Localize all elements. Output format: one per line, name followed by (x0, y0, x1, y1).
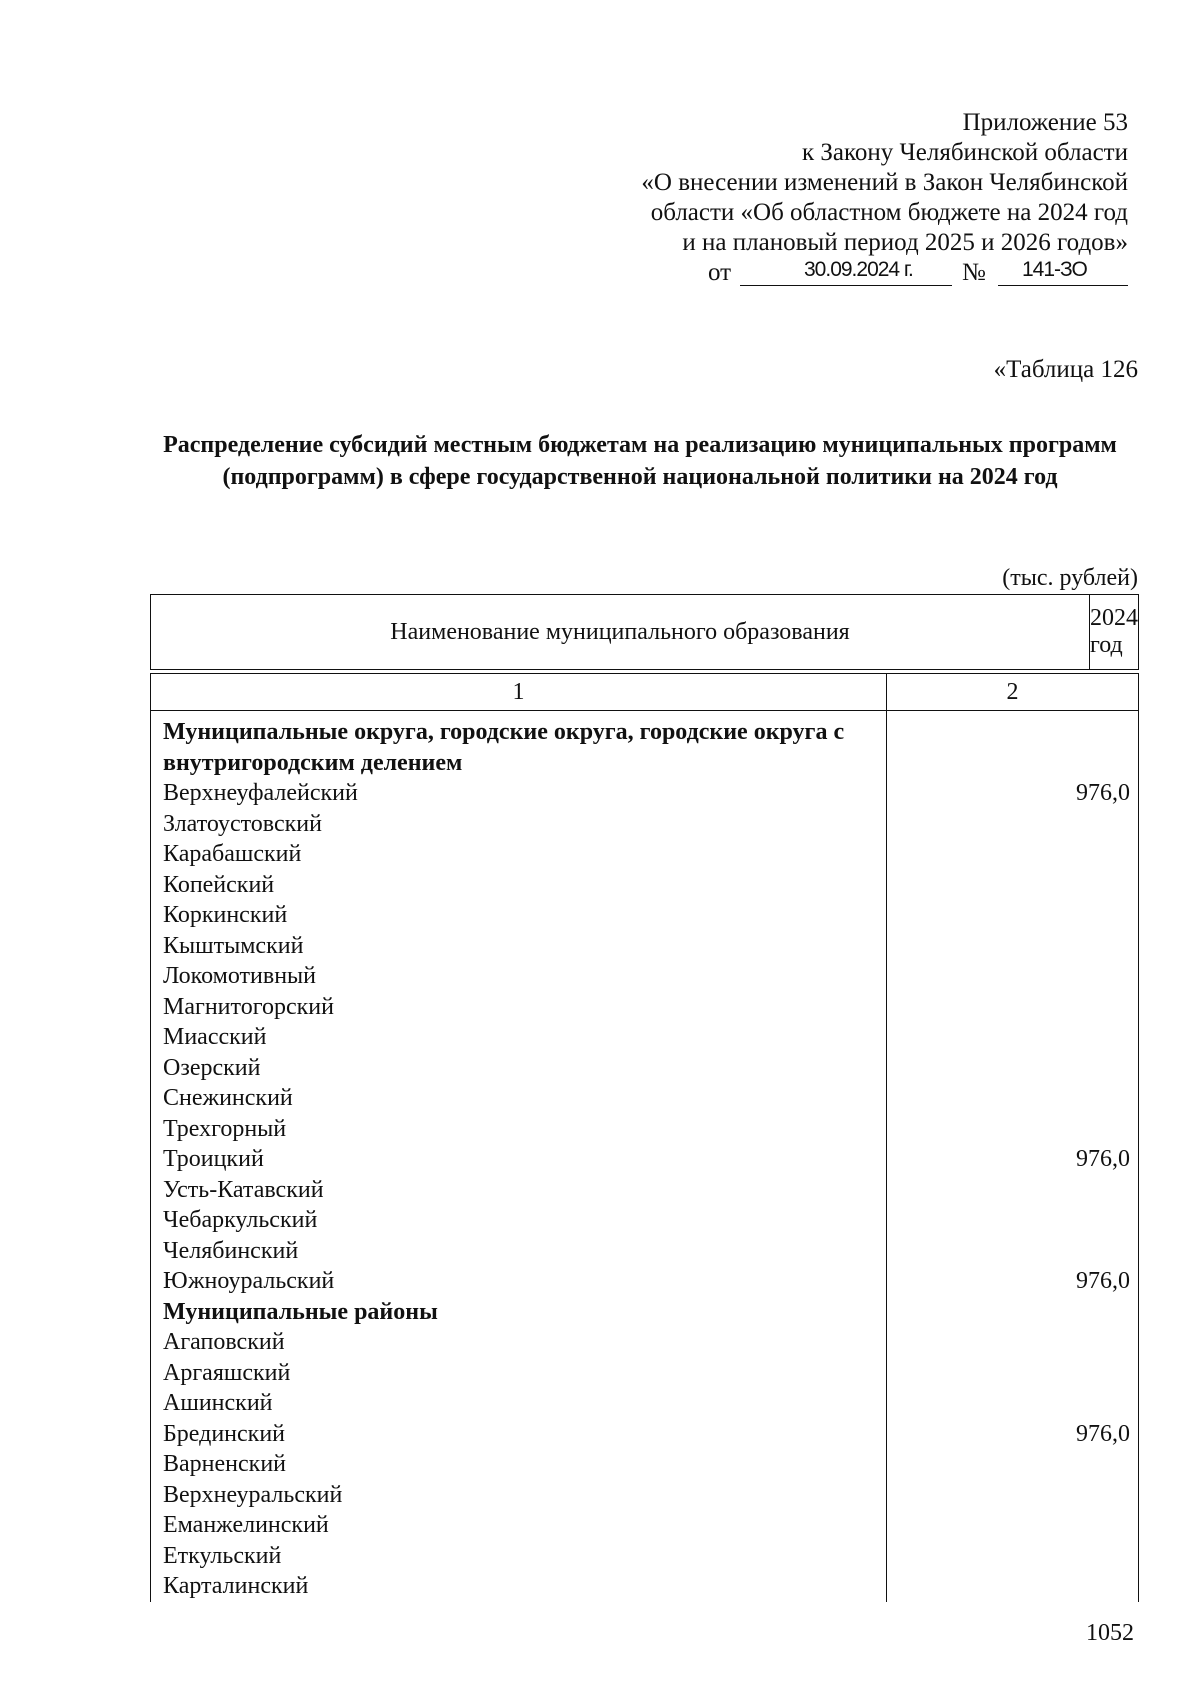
municipality-name: Ашинский (163, 1390, 273, 1416)
column-numbers-row (150, 673, 1139, 711)
table-row (151, 1083, 886, 1114)
municipality-name: Кыштымский (163, 932, 304, 959)
subsidy-value (887, 1297, 1138, 1328)
subsidy-value (887, 931, 1138, 962)
municipality-name: Снежинский (163, 1085, 293, 1111)
law-number: 141-ЗО (1022, 258, 1087, 281)
table-body (150, 711, 1139, 1602)
law-date: 30.09.2024 г. (804, 258, 913, 281)
subsidy-value (887, 1327, 1138, 1358)
subsidy-value (887, 1175, 1138, 1206)
table-row (151, 1175, 886, 1206)
table-section-heading (151, 1297, 886, 1328)
subsidy-value (887, 1388, 1138, 1419)
municipality-name: Троицкий (163, 1146, 264, 1172)
subsidy-value: 976,0 (1076, 1420, 1130, 1447)
subsidy-value (887, 1022, 1138, 1053)
table-row (151, 931, 886, 962)
subsidy-value (887, 1510, 1138, 1541)
values-column (887, 711, 1138, 1602)
municipality-name: Челябинский (163, 1237, 299, 1264)
table-row (151, 1053, 886, 1084)
municipality-name: Южноуральский (163, 1268, 335, 1294)
table-row (151, 1327, 886, 1358)
from-label: от (708, 259, 732, 286)
table-row (151, 1358, 886, 1389)
table-row (151, 778, 886, 809)
subsidy-value (887, 992, 1138, 1023)
column-number-1: 1 (151, 674, 887, 710)
municipality-name: Аргаяшский (163, 1359, 291, 1386)
table-row (151, 839, 886, 870)
table-row (151, 1114, 886, 1145)
municipality-name: Трехгорный (163, 1115, 287, 1142)
municipality-name: Миасский (163, 1024, 267, 1050)
table-row (151, 900, 886, 931)
municipality-name: Брединский (163, 1420, 286, 1447)
municipality-name: Карабашский (163, 841, 302, 867)
page-number: 1052 (1086, 1620, 1134, 1646)
municipality-name: Златоустовский (163, 810, 322, 837)
column-header-municipality: Наименование муниципального образования (151, 595, 1090, 669)
table-row (151, 1205, 886, 1236)
subsidy-value (887, 839, 1138, 870)
units-label: (тыс. рублей) (1002, 565, 1138, 591)
subsidy-value (887, 900, 1138, 931)
municipality-name: Агаповский (163, 1329, 285, 1355)
table-row (151, 961, 886, 992)
subsidy-value (887, 1480, 1138, 1511)
header-line: Приложение 53 (962, 109, 1128, 136)
municipality-name: Муниципальные районы (163, 1298, 438, 1325)
table-row (151, 1480, 886, 1511)
subsidy-value (887, 717, 1138, 778)
table-row (151, 1388, 886, 1419)
subsidy-value (887, 1541, 1138, 1572)
municipality-name: Локомотивный (163, 963, 317, 989)
table-row (151, 1510, 886, 1541)
names-column (151, 711, 887, 1602)
subsidy-value (887, 1114, 1138, 1145)
table-row (151, 992, 886, 1023)
table-header (150, 594, 1139, 670)
municipality-name: Верхнеуфалейский (163, 780, 358, 806)
municipality-name: Магнитогорский (163, 993, 334, 1020)
table-row (151, 1449, 886, 1480)
municipality-name: Карталинский (163, 1573, 309, 1599)
header-line: и на плановый период 2025 и 2026 годов» (682, 229, 1128, 256)
subsidy-value: 976,0 (1076, 780, 1130, 806)
table-row (151, 1236, 886, 1267)
document-title: Распределение субсидий местным бюджетам на реализацию муниципальных программ (подпрограмм) в сфере государственной национальной политики на 2024 год (163, 432, 1117, 490)
municipality-name: Копейский (163, 871, 275, 898)
table-row (151, 1144, 886, 1175)
subsidy-value (887, 1053, 1138, 1084)
header-line: «О внесении изменений в Закон Челябинской (641, 169, 1128, 196)
subsidy-value (887, 809, 1138, 840)
table-section-heading (151, 717, 886, 778)
table-row (151, 1571, 886, 1602)
law-date-number-line (708, 258, 1128, 290)
subsidy-value (887, 1083, 1138, 1114)
header-line: области «Об областном бюджете на 2024 год (650, 199, 1128, 226)
subsidy-value (887, 1205, 1138, 1236)
municipality-name: Муниципальные округа, городские округа, городские округа с внутригородским делением (163, 719, 845, 776)
municipality-name: Озерский (163, 1054, 261, 1081)
column-header-year: 2024 год (1090, 605, 1138, 658)
municipality-name: Еманжелинский (163, 1512, 329, 1538)
subsidy-value (887, 961, 1138, 992)
table-reference: «Таблица 126 (993, 356, 1138, 383)
column-number-2: 2 (1006, 679, 1019, 705)
municipality-name: Коркинский (163, 902, 288, 928)
municipality-name: Еткульский (163, 1542, 282, 1569)
subsidy-value (887, 1449, 1138, 1480)
municipality-name: Варненский (163, 1451, 286, 1477)
subsidy-value (887, 1571, 1138, 1602)
subsidy-value (887, 1358, 1138, 1389)
subsidy-value: 976,0 (1076, 1146, 1130, 1172)
municipality-name: Чебаркульский (163, 1207, 318, 1233)
table-row (151, 1022, 886, 1053)
number-sign: № (962, 259, 986, 286)
table-row (151, 870, 886, 901)
header-line: к Закону Челябинской области (802, 139, 1128, 166)
table-row (151, 809, 886, 840)
subsidy-value (887, 1236, 1138, 1267)
subsidy-table (150, 594, 1139, 1602)
municipality-name: Верхнеуральский (163, 1481, 343, 1508)
subsidy-value (887, 870, 1138, 901)
table-row (151, 1541, 886, 1572)
table-row (151, 1266, 886, 1297)
subsidy-value: 976,0 (1076, 1268, 1130, 1294)
municipality-name: Усть-Катавский (163, 1176, 324, 1203)
table-row (151, 1419, 886, 1450)
appendix-header (641, 108, 1128, 290)
